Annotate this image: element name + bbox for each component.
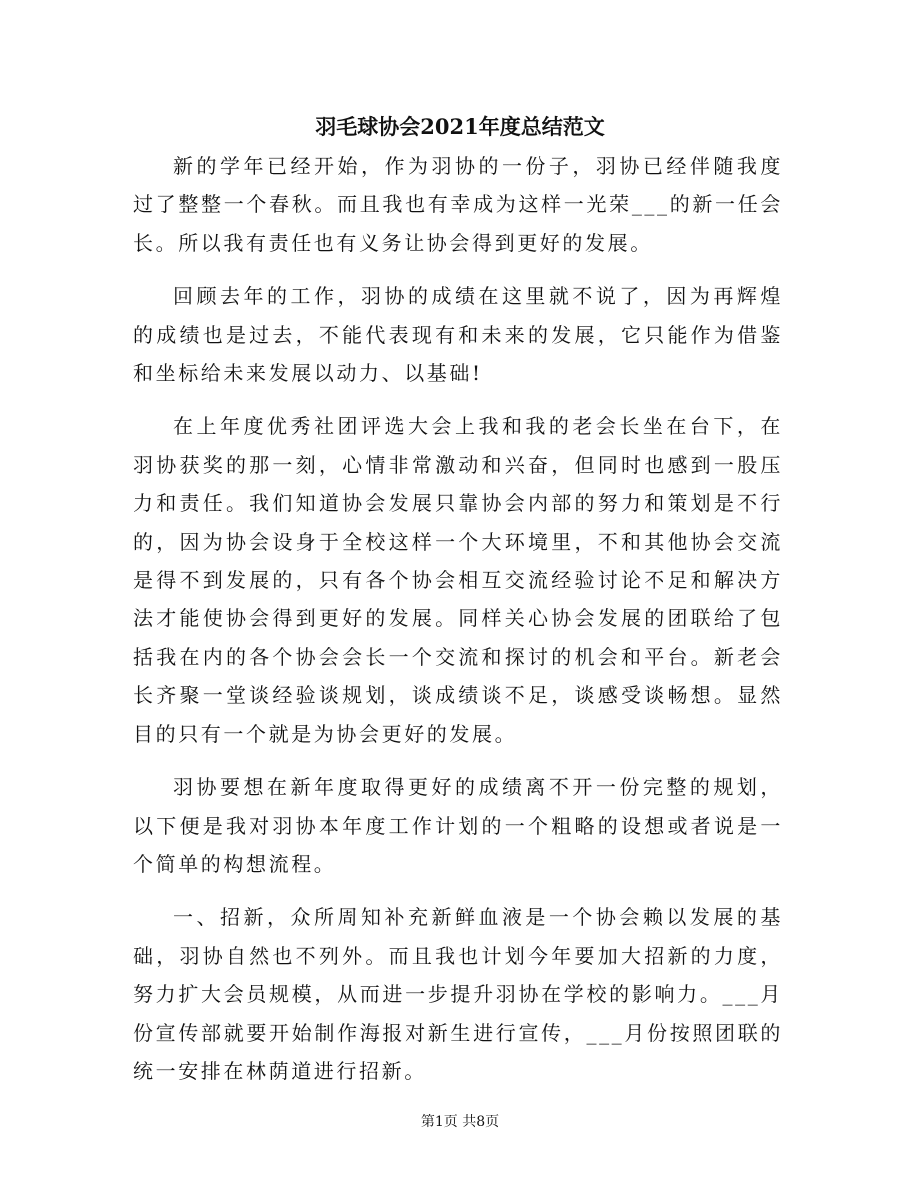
paragraph-2: 回顾去年的工作，羽协的成绩在这里就不说了，因为再辉煌的成绩也是过去，不能代表现有和未来的发展，它只能作为借鉴和坐标给未来发展以动力、以基础! — [133, 284, 783, 386]
document-body — [133, 147, 783, 1105]
page-number-footer: 第1页 共8页 — [420, 1114, 500, 1130]
paragraph-1: 新的学年已经开始，作为羽协的一份子，羽协已经伴随我度过了整整一个春秋。而且我也有幸成为这样一光荣___的新一任会长。所以我有责任也有义务让协会得到更好的发展。 — [133, 154, 783, 255]
paragraph-5: 一、招新，众所周知补充新鲜血液是一个协会赖以发展的基础，羽协自然也不列外。而且我也计划今年要加大招新的力度，努力扩大会员规模，从而进一步提升羽协在学校的影响力。___月份宣传部就要开始制作海报对新生进行宣传，___月份按照团联的统一安排在林荫道进行招新。 — [133, 905, 783, 1083]
paragraph-4: 羽协要想在新年度取得更好的成绩离不开一份完整的规划，以下便是我对羽协本年度工作计划的一个粗略的设想或者说是一个简单的构想流程。 — [133, 775, 783, 876]
paragraph-3: 在上年度优秀社团评选大会上我和我的老会长坐在台下，在羽协获奖的那一刻，心情非常激动和兴奋，但同时也感到一股压力和责任。我们知道协会发展只靠协会内部的努力和策划是不行的，因为协会设身于全校这样一个大环境里，不和其他协会交流是得不到发展的，只有各个协会相互交流经验讨论不足和解决方法才能使协会得到更好的发展。同样关心协会发展的团联给了包括我在内的各个协会会长一个交流和探讨的机会和平台。新老会长齐聚一堂谈经验谈规划，谈成绩谈不足，谈感受谈畅想。显然目的只有一个就是为协会更好的发展。 — [133, 414, 783, 746]
document-title: 羽毛球协会2021年度总结范文 — [315, 114, 605, 139]
